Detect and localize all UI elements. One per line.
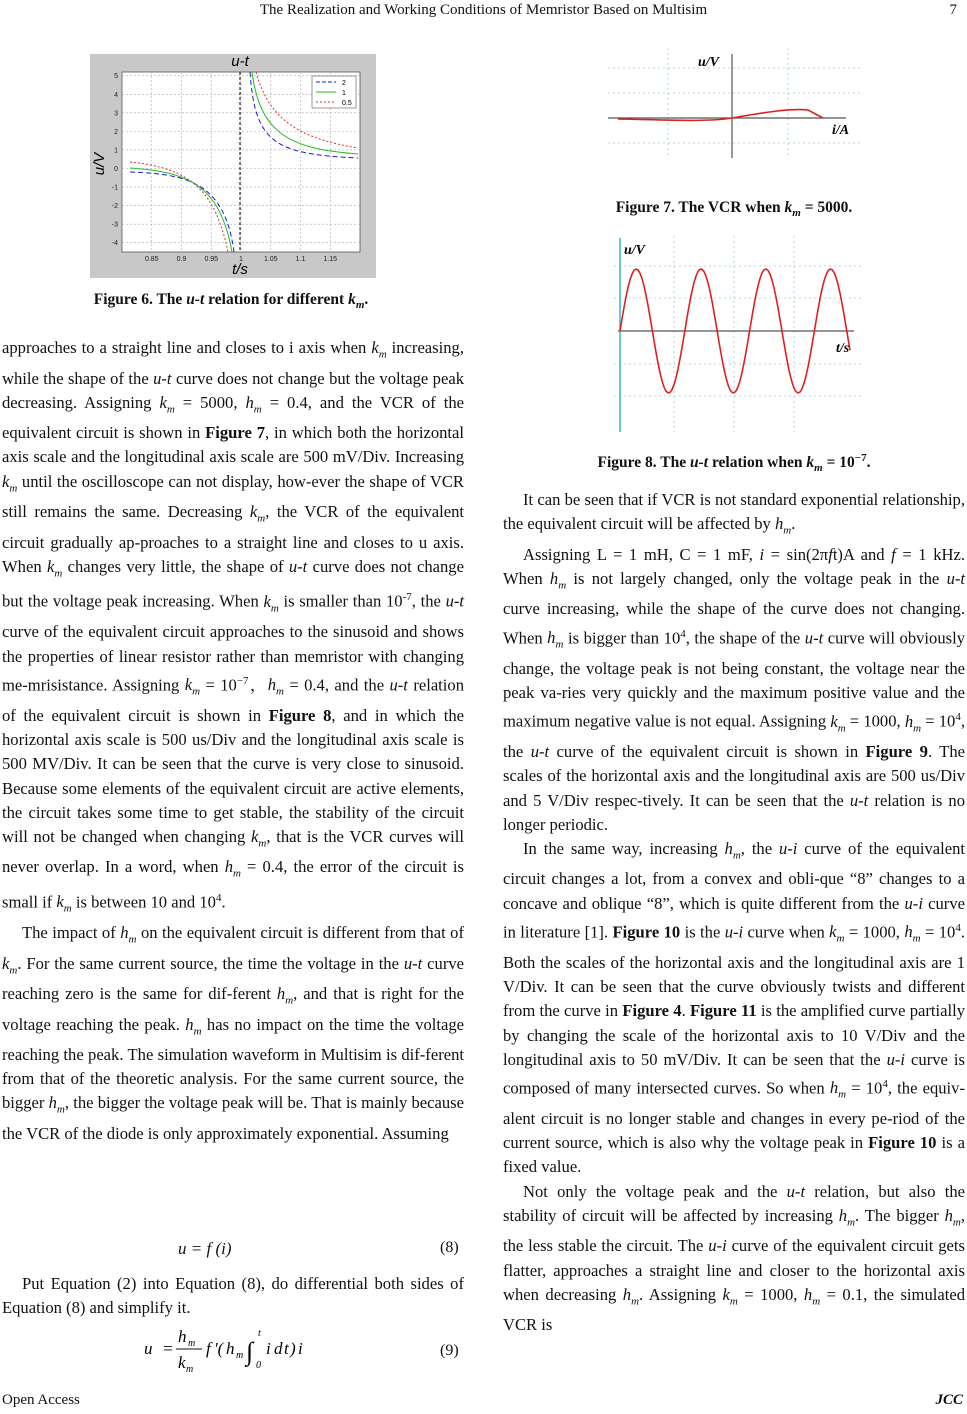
x-tick-label: 1.15 [323, 256, 338, 263]
legend-label-1: 1 [342, 90, 346, 97]
figure-6-chart [90, 54, 376, 278]
svg-text:d: d [274, 1339, 283, 1358]
chart-title: u-t [231, 54, 249, 70]
svg-text:k: k [178, 1353, 186, 1372]
y-tick-label: -1 [111, 184, 118, 192]
figure-8 [614, 236, 864, 432]
figure-7-chart [608, 48, 860, 158]
legend-label-2: 2 [342, 80, 346, 87]
equation-8: u = f (i) [178, 1239, 232, 1258]
y-tick-label: 0 [114, 165, 118, 173]
svg-text:m: m [188, 1338, 196, 1349]
svg-text:): ) [290, 1339, 296, 1358]
equation-9 [140, 1322, 360, 1387]
y-tick-label: 5 [114, 73, 118, 81]
running-title: The Realization and Working Conditions of Memristor Based on Multisim [259, 2, 708, 18]
svg-text:m: m [236, 1350, 244, 1361]
equation-9-number: (9) [440, 1342, 459, 1359]
y-axis-label: u/V [698, 55, 720, 70]
y-tick-label: 4 [114, 91, 118, 99]
y-tick-label: 3 [114, 110, 118, 118]
y-tick-label: -4 [111, 240, 118, 248]
svg-text:0: 0 [256, 1360, 261, 1371]
svg-text:i: i [266, 1339, 271, 1358]
x-tick-label: 1.1 [295, 256, 306, 263]
x-axis-label: i/A [832, 123, 850, 138]
y-tick-label: 1 [114, 147, 118, 155]
figure-7 [608, 48, 860, 158]
x-tick-label: 0.9 [176, 256, 187, 263]
svg-text:=: = [162, 1339, 174, 1358]
x-axis-label: t/s [836, 341, 850, 356]
svg-text:t: t [258, 1328, 261, 1339]
y-tick-label: -3 [111, 221, 118, 229]
legend-label-0.5: 0.5 [342, 100, 352, 107]
svg-text:h: h [226, 1339, 235, 1358]
figure-8-caption: Figure 8. The u-t relation when $k_m = 10^{-7}$. [597, 452, 871, 475]
figure-6 [90, 54, 376, 278]
left-column-text: approaches to a straight line and closes to i axis when $k_m$ increasing, while the shape of the u-t curve does not change but the voltage peak decreasing. Assigning $k_m = 5000$, $h_m = 0.4$, and the VCR of the equivalent circuit is shown in Figure 7, in which both the horizontal axis scale and the longitudinal axis scale are 500 mV/Div. Increasing $k_m$ until the oscilloscope can not display, how-ever the shape of VCR still remains the same. Decreasing $k_m$, the VCR of the equivalent circuit gradually ap-proaches to a straight line and closes to u axis. When $k_m$ changes very little, the shape of u-t curve does not change but the voltage peak increasing. When $k_m$ is smaller than $10^{-7}$, the u-t curve of the equivalent circuit approaches to the sinusoid and shows the properties of linear resistor rather than memristor with changing me-mrisistance. Assigning $k_m = 10^{-7}$，$h_m = 0.4$, and the u-t relation of the equivalent circuit is shown in Figure 8, and in which the horizontal axis scale is 500 us/Div and the longitudinal axis scale is 500 MV/Div. It can be seen that the curve is very close to sinusoid. Because some elements of the equivalent circuit are active elements, the circuit takes some time to get stable, the stability of the circuit will not be changed when changing $k_m$, that is the VCR curves will never overlap. In a word, when $h_m = 0.4$, the error of the circuit is small if $k_m$ is between 10 and $10^4$. The impact of $h_m$ on the equivalent circuit is different from that of $k_m$. For the same current source, the time the voltage in the u-t curve reaching zero is the same for dif-ferent $h_m$, and that is right for the voltage reaching the peak. $h_m$ has no impact on the time the voltage reaching the peak. The simulation waveform in Multisim is dif-ferent from that of the theoretic analysis. For the same current source, the bigger $h_m$, the bigger the voltage peak will be. That is mainly because the VCR of the diode is only approximately exponential. Assuming [2, 338, 465, 1143]
svg-text:f: f [206, 1339, 211, 1358]
footer-left: Open Access [2, 1392, 80, 1408]
left-column-text-2: Put Equation (2) into Equation (8), do differential both sides of Equation (8) and simplify it. [2, 1274, 464, 1318]
x-tick-label: 1.05 [263, 256, 278, 263]
x-tick-label: 1 [239, 256, 243, 263]
figure-6-caption: Figure 6. The u-t relation for different $k_m$. [93, 291, 369, 312]
svg-text:'(: '( [214, 1339, 224, 1358]
svg-text:t: t [284, 1339, 289, 1358]
figure-8-chart [614, 236, 864, 432]
footer-journal: JCC [935, 1392, 963, 1408]
equation-8-number: (8) [440, 1239, 459, 1256]
y-axis-label: u/V [624, 243, 646, 258]
figure-7-caption: Figure 7. The VCR when $k_m = 5000$. [615, 199, 853, 220]
y-tick-label: 2 [114, 128, 118, 136]
x-tick-label: 0.85 [144, 256, 159, 263]
svg-text:i: i [298, 1339, 303, 1358]
y-tick-label: -2 [111, 203, 118, 211]
right-column-text: It can be seen that if VCR is not standard exponential relationship, the equivalent circuit will be affected by $h_m$. Assigning L = 1 mH, C = 1 mF, i = sin(2πft)A and f = 1 kHz. When $h_m$ is not largely changed, only the voltage peak in the u-t curve increasing, while the shape of the curve does not changing. When $h_m$ is bigger than $10^4$, the shape of the u-t curve will obviously change, the voltage peak is not being constant, the voltage near the peak va-ries very quickly and the maximum positive value and the maximum negative value is not equal. Assigning $k_m = 1000$, $h_m = 10^4$, the u-t curve of the equivalent circuit is shown in Figure 9. The scales of the horizontal axis and the longitudinal axis are 500 us/Div and 5 V/Div respec-tively. It can be seen that the u-t relation is no longer periodic. In the same way, increasing $h_m$, the u-i curve of the equivalent circuit changes a lot, from a convex and obli-que “8” changes to a concave and oblique “8”, which is quite different from the u-i curve in literature [1]. Figure 10 is the u-i curve when $k_m = 1000$, $h_m = 10^4$. Both the scales of the horizontal axis and the longitudinal axis are 1 V/Div. It can be seen that the curve obviously twists and different from the curve in Figure 4. Figure 11 is the amplified curve partially by changing the scale of the horizontal axis to 10 V/Div and the longitudinal axis to 50 mV/Div. It can be seen that the u-i curve is composed of many intersected curves. So when $h_m = 10^4$, the equiv-alent circuit is no longer stable and changes in every pe-riod of the current source, which is also why the voltage peak in Figure 10 is a fixed value. Not only the voltage peak and the u-t relation, but also the stability of circuit will be affected by increasing $h_m$. The bigger $h_m$, the less stable the circuit. The u-i curve of the equivalent circuit gets flatter, approaches a straight line and closer to the horizontal axis when decreasing $h_m$. Assigning $k_m = 1000$, $h_m = 0.1$, the simulated VCR is [503, 490, 966, 1335]
running-header [0, 0, 967, 24]
y-axis-label: u/V [91, 152, 108, 176]
svg-text:h: h [178, 1327, 187, 1346]
x-axis-label: t/s [232, 261, 248, 278]
page-number: 7 [949, 2, 957, 18]
svg-text:∫: ∫ [246, 1337, 254, 1366]
x-tick-label: 0.95 [204, 256, 219, 263]
svg-text:m: m [186, 1364, 194, 1375]
svg-text:u: u [144, 1339, 153, 1358]
